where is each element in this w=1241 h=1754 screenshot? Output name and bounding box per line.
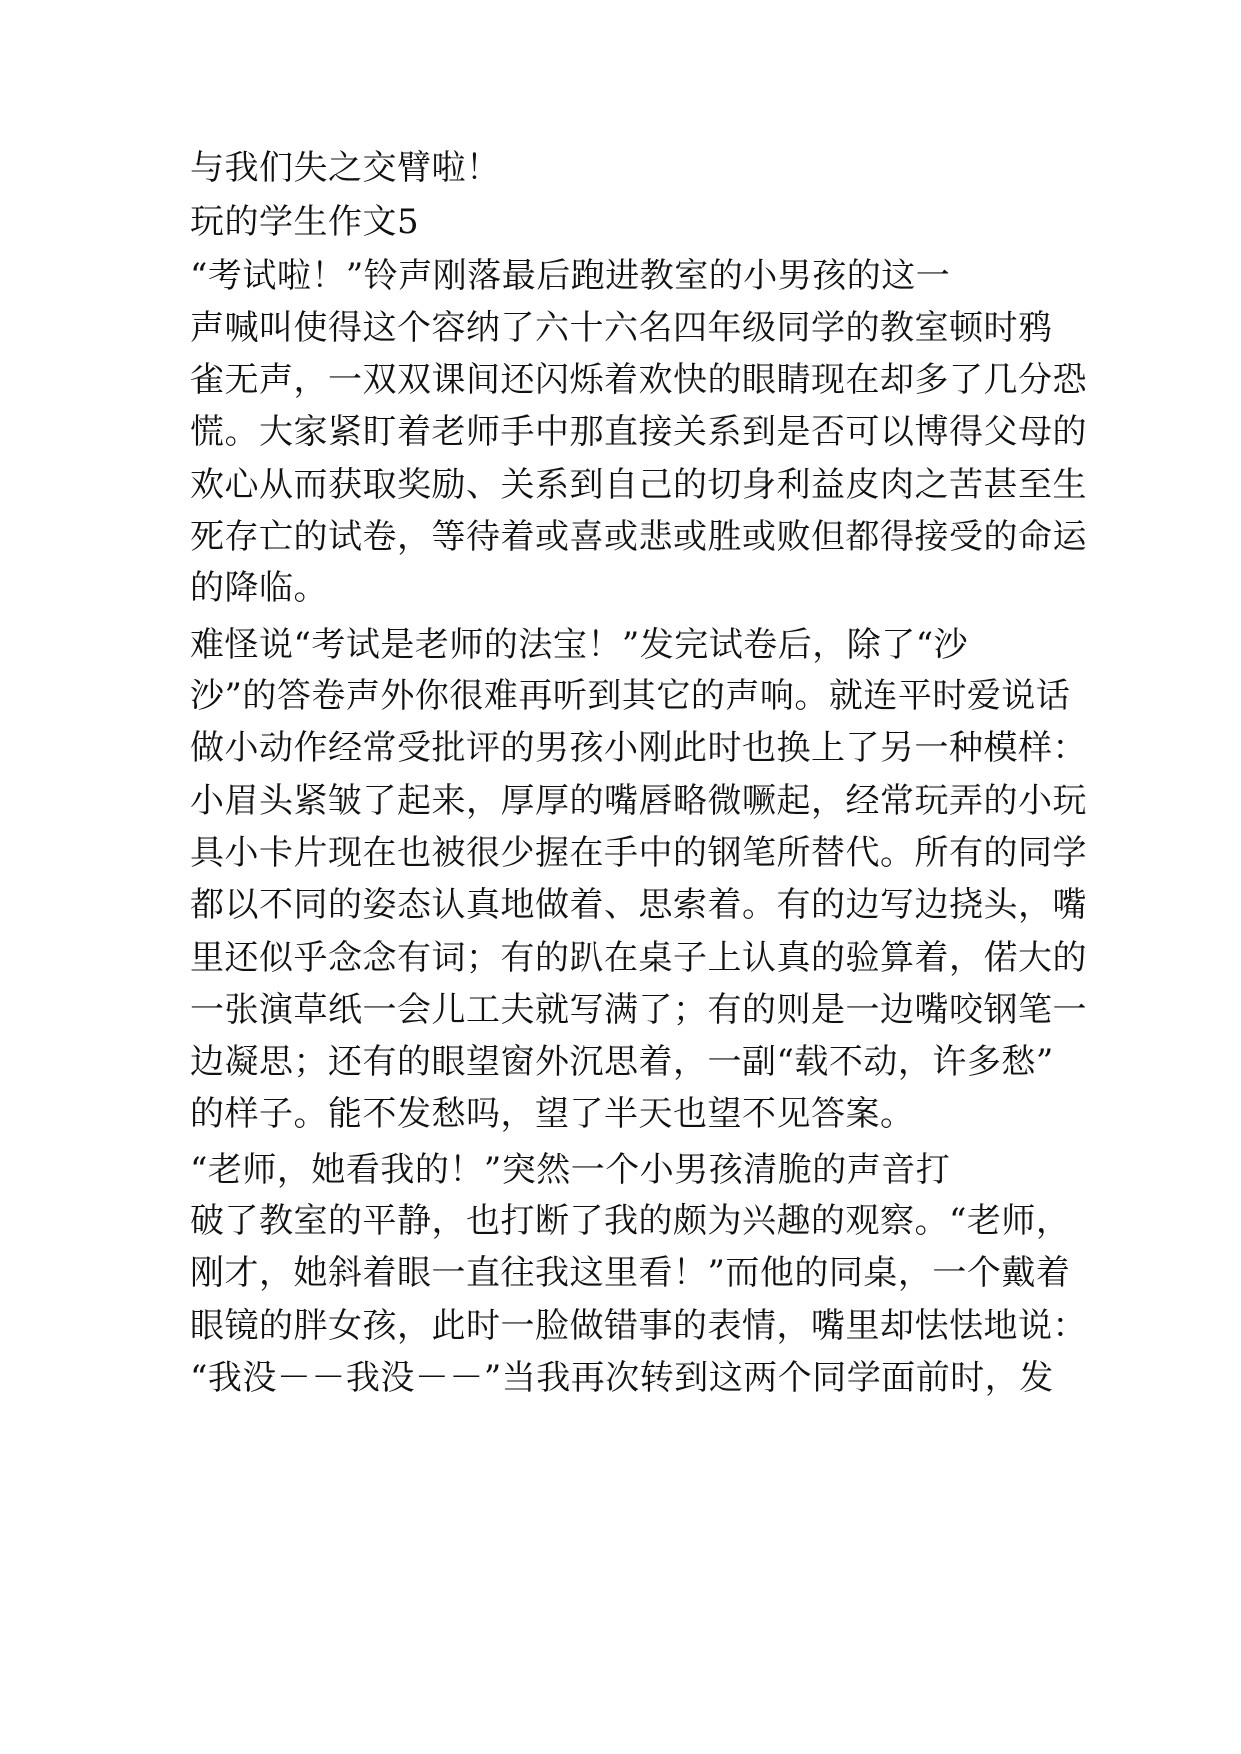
text-line: 慌。大家紧盯着老师手中那直接关系到是否可以博得父母的 <box>190 412 1087 452</box>
text-line: 具小卡片现在也被很少握在手中的钢笔所替代。所有的同学 <box>190 833 1087 873</box>
text-line: 声喊叫使得这个容纳了六十六名四年级同学的教室顿时鸦 <box>190 308 1053 348</box>
text-line: 的样子。能不发愁吗，望了半天也望不见答案。 <box>190 1094 915 1134</box>
text-line: 眼镜的胖女孩，此时一脸做错事的表情，嘴里却怯怯地说： <box>190 1306 1087 1346</box>
text-line: 欢心从而获取奖励、关系到自己的切身利益皮肉之苦甚至生 <box>190 465 1087 505</box>
paragraph-start-line: 难怪说“考试是老师的法宝！”发完试卷后，除了“沙 <box>190 625 969 665</box>
text-line: 做小动作经常受批评的男孩小刚此时也换上了另一种模样： <box>190 728 1087 768</box>
text-line: 一张演草纸一会儿工夫就写满了；有的则是一边嘴咬钢笔一 <box>190 990 1087 1030</box>
text-line: 雀无声，一双双课间还闪烁着欢快的眼睛现在却多了几分恐 <box>190 360 1087 400</box>
paragraph-start-line: “考试啦！”铃声刚落最后跑进教室的小男孩的这一 <box>190 256 951 296</box>
text-line: 的降临。 <box>190 568 328 608</box>
text-line: 沙”的答卷声外你很难再听到其它的声响。就连平时爱说话 <box>190 676 1071 716</box>
text-line: 里还似乎念念有词；有的趴在桌子上认真的验算着，偌大的 <box>190 938 1087 978</box>
text-line: “我没－－我没－－”当我再次转到这两个同学面前时，发 <box>190 1358 1054 1398</box>
text-line: 小眉头紧皱了起来，厚厚的嘴唇略微噘起，经常玩弄的小玩 <box>190 781 1087 821</box>
text-line: 破了教室的平静，也打断了我的颇为兴趣的观察。“老师， <box>190 1201 1071 1241</box>
text-line: 死存亡的试卷，等待着或喜或悲或胜或败但都得接受的命运 <box>190 517 1087 557</box>
text-line: 刚才，她斜着眼一直往我这里看！”而他的同桌，一个戴着 <box>190 1253 1071 1293</box>
text-line: 边凝思；还有的眼望窗外沉思着，一副“载不动，许多愁” <box>190 1042 1054 1082</box>
text-line: 与我们失之交臂啦！ <box>190 148 501 188</box>
text-line: 都以不同的姿态认真地做着、思索着。有的边写边挠头，嘴 <box>190 885 1087 925</box>
paragraph-start-line: “老师，她看我的！”突然一个小男孩清脆的声音打 <box>190 1150 951 1190</box>
section-heading: 玩的学生作文5 <box>190 202 420 242</box>
